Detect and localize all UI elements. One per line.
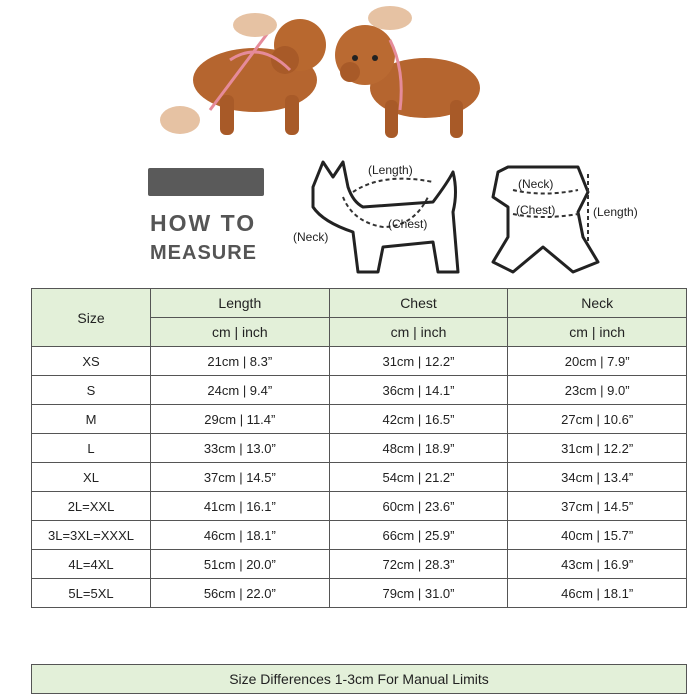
table-row xyxy=(32,463,687,492)
length-cell: 41cm | 16.1” xyxy=(151,492,330,521)
length-cell: 46cm | 18.1” xyxy=(151,521,330,550)
title-bar xyxy=(148,168,264,196)
length-cell: 33cm | 13.0” xyxy=(151,434,330,463)
size-cell: XS xyxy=(32,347,151,376)
neck-cell: 27cm | 10.6” xyxy=(508,405,687,434)
length-cell: 24cm | 9.4” xyxy=(151,376,330,405)
chest-cell: 60cm | 23.6” xyxy=(329,492,508,521)
neck-cell: 20cm | 7.9” xyxy=(508,347,687,376)
left-dog-illustration xyxy=(160,13,326,135)
chest-cell: 48cm | 18.9” xyxy=(329,434,508,463)
size-cell: 4L=4XL xyxy=(32,550,151,579)
size-cell: 2L=XXL xyxy=(32,492,151,521)
table-row xyxy=(32,434,687,463)
neck-cell: 31cm | 12.2” xyxy=(508,434,687,463)
size-cell: S xyxy=(32,376,151,405)
top-length-label: (Length) xyxy=(593,205,638,219)
length-cell: 21cm | 8.3” xyxy=(151,347,330,376)
table-row xyxy=(32,405,687,434)
neck-cell: 40cm | 15.7” xyxy=(508,521,687,550)
length-cell: 56cm | 22.0” xyxy=(151,579,330,608)
size-cell: M xyxy=(32,405,151,434)
measure-title: MEASURE xyxy=(150,242,258,264)
header-chest: Chest xyxy=(329,289,508,318)
chest-cell: 42cm | 16.5” xyxy=(329,405,508,434)
neck-cell: 23cm | 9.0” xyxy=(508,376,687,405)
table-row xyxy=(32,579,687,608)
neck-cell: 37cm | 14.5” xyxy=(508,492,687,521)
header-length: Length xyxy=(151,289,330,318)
size-cell: 5L=5XL xyxy=(32,579,151,608)
chest-cell: 66cm | 25.9” xyxy=(329,521,508,550)
how-to-title: HOW TO xyxy=(150,210,257,236)
top-chest-label: (Chest) xyxy=(516,203,556,217)
table-header-row xyxy=(32,289,687,318)
chest-cell: 79cm | 31.0” xyxy=(329,579,508,608)
neck-cell: 46cm | 18.1” xyxy=(508,579,687,608)
neck-cell: 43cm | 16.9” xyxy=(508,550,687,579)
side-chest-label: (Chest) xyxy=(388,217,428,231)
neck-cell: 34cm | 13.4” xyxy=(508,463,687,492)
size-difference-note: Size Differences 1-3cm For Manual Limits xyxy=(31,664,687,694)
table-row xyxy=(32,521,687,550)
units-neck: cm | inch xyxy=(508,318,687,347)
size-cell: 3L=3XL=XXXL xyxy=(32,521,151,550)
length-cell: 37cm | 14.5” xyxy=(151,463,330,492)
size-chart-table xyxy=(31,288,687,608)
dog-top-view-diagram xyxy=(488,152,688,282)
chest-cell: 31cm | 12.2” xyxy=(329,347,508,376)
header-size: Size xyxy=(32,289,151,347)
table-row xyxy=(32,347,687,376)
units-length: cm | inch xyxy=(151,318,330,347)
right-dog-illustration xyxy=(335,6,480,138)
chest-cell: 36cm | 14.1” xyxy=(329,376,508,405)
side-length-label: (Length) xyxy=(368,163,413,177)
top-neck-label: (Neck) xyxy=(518,177,554,191)
chest-cell: 54cm | 21.2” xyxy=(329,463,508,492)
table-row xyxy=(32,376,687,405)
side-neck-label: (Neck) xyxy=(293,230,329,244)
header-neck: Neck xyxy=(508,289,687,318)
dog-side-view-diagram xyxy=(293,152,473,282)
length-cell: 29cm | 11.4” xyxy=(151,405,330,434)
table-row xyxy=(32,550,687,579)
how-to-measure-section xyxy=(148,152,688,282)
measuring-photo xyxy=(160,0,490,142)
length-cell: 51cm | 20.0” xyxy=(151,550,330,579)
size-cell: L xyxy=(32,434,151,463)
size-cell: XL xyxy=(32,463,151,492)
units-chest: cm | inch xyxy=(329,318,508,347)
chest-cell: 72cm | 28.3” xyxy=(329,550,508,579)
table-row xyxy=(32,492,687,521)
